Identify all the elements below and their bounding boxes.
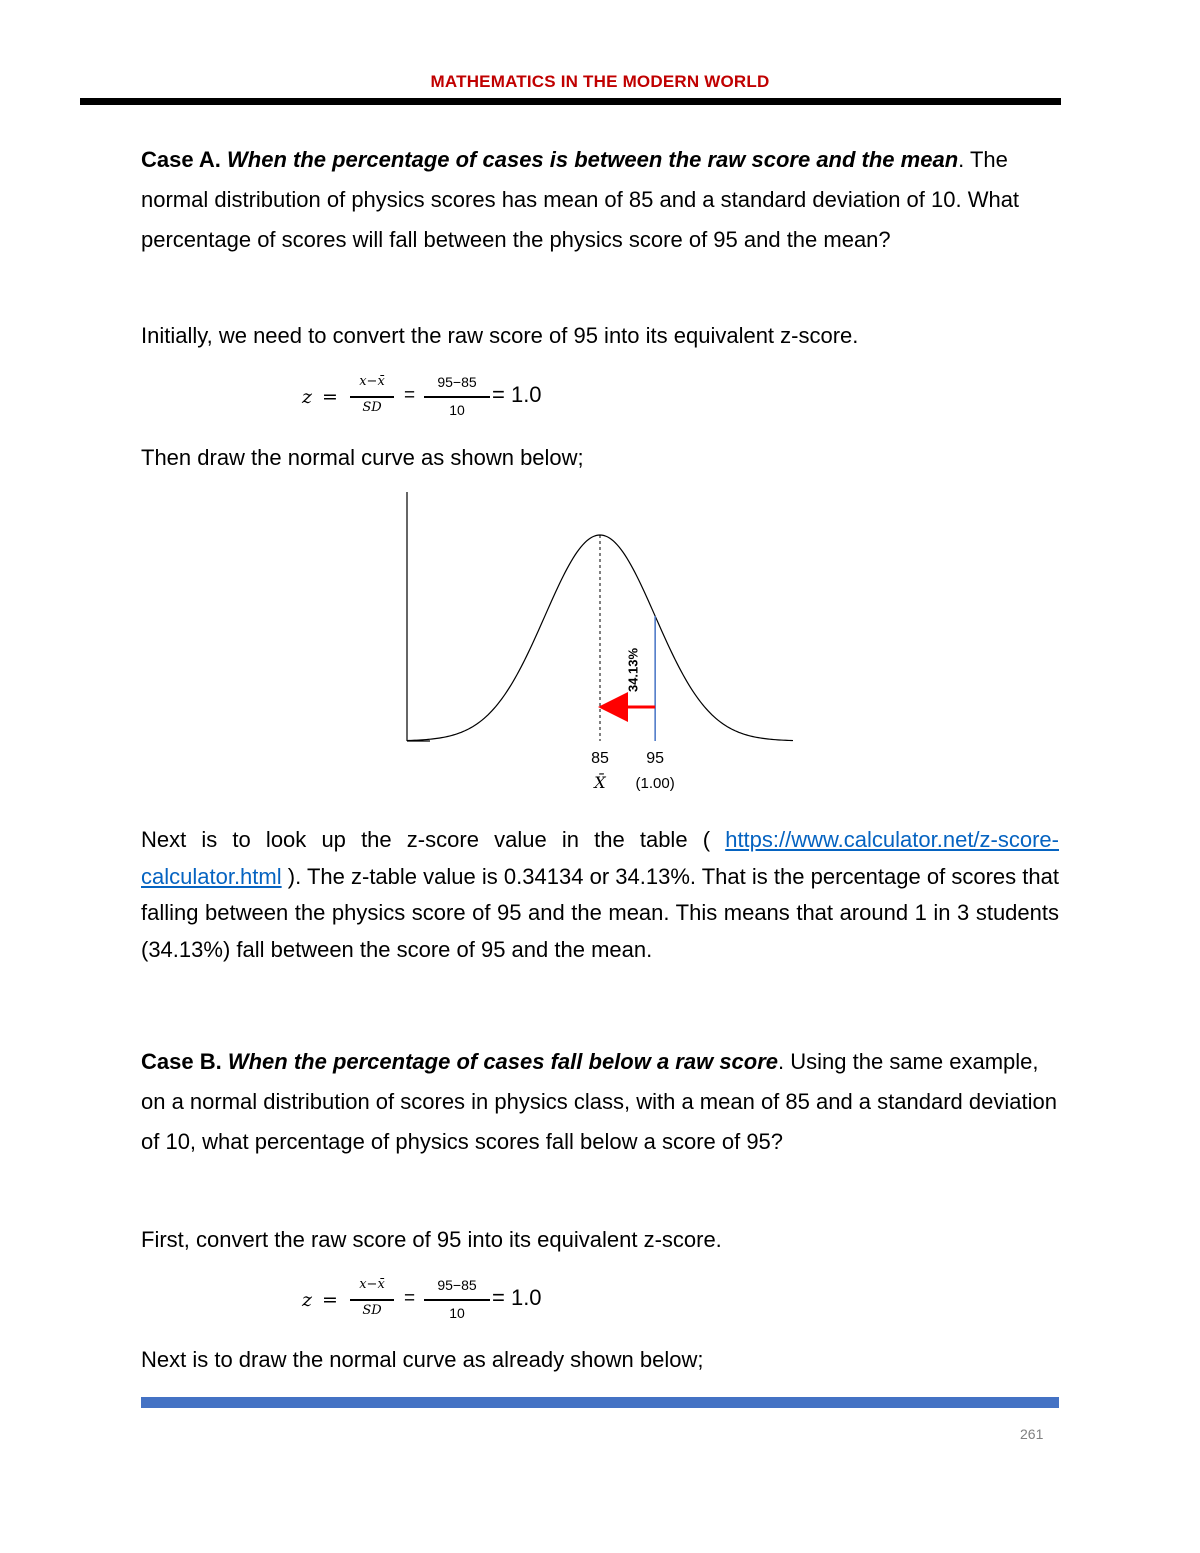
formula-fraction-bar [350, 396, 394, 398]
case-b-step2: Next is to draw the normal curve as already shown below; [141, 1347, 704, 1372]
formula-sub-numerator: 95−85 [437, 374, 477, 390]
header-title: MATHEMATICS IN THE MODERN WORLD [430, 72, 770, 91]
case-b-problem: Using the same example, on a normal distribution of scores in physics class, with a mean of 85 and a standard deviation of 10, what percentage of physics scores fall below a score of 95? [141, 1049, 1057, 1154]
footer-rule [141, 1397, 1059, 1408]
case-a-label: Case A. [141, 147, 221, 172]
case-b-label: Case B. [141, 1049, 222, 1074]
case-a-step1: Initially, we need to convert the raw score of 95 into its equivalent z-score. [141, 323, 859, 348]
case-b-paragraph [141, 1042, 1059, 1162]
formula-result: = 1.0 [492, 382, 542, 407]
formula-sub-fraction-bar [424, 1299, 490, 1301]
area-percent-label: 34.13% [625, 647, 641, 693]
case-a-heading: When the percentage of cases is between the raw score and the mean [227, 147, 959, 172]
calculator-link[interactable]: https://www.calculator.net/z-score-calculator.html [141, 827, 1059, 889]
formula-z: z [302, 1289, 313, 1311]
formula-numerator: x−x̄ [359, 374, 385, 389]
normal-curve-chart [380, 480, 820, 800]
formula-fraction-bar [350, 1299, 394, 1301]
page-number: 261 [1020, 1426, 1044, 1442]
formula-equals: = [322, 1289, 338, 1311]
formula-equals: = [322, 386, 338, 408]
z-value-label: (1.00) [635, 775, 675, 792]
case-b-heading-end: . [778, 1049, 785, 1074]
score-value-label: 95 [646, 750, 665, 767]
formula-denominator: SD [362, 1303, 382, 1318]
formula-sub-denominator: 10 [449, 402, 465, 418]
case-a-step2: Then draw the normal curve as shown below; [141, 445, 584, 470]
formula-numerator: x−x̄ [359, 1277, 385, 1292]
formula-equals-2: = [404, 385, 416, 406]
formula-sub-denominator: 10 [449, 1305, 465, 1321]
formula-sub-fraction-bar [424, 396, 490, 398]
formula-sub-numerator: 95−85 [437, 1277, 477, 1293]
header-rule [80, 98, 1061, 105]
z-formula-a [296, 374, 576, 418]
explain-post: ). The z-table value is 0.34134 or 34.13%. That is the percentage of scores that falling between the physics score of 95 and the mean. This means that around 1 in 3 students (34.13%) fall between the score of 95 and the mean. [141, 863, 1059, 962]
mean-value-label: 85 [591, 750, 609, 767]
case-a-heading-end: . [958, 147, 965, 172]
case-a-problem: The normal distribution of physics scores has mean of 85 and a standard deviation of 10. What percentage of scores will fall between the physics score of 95 and the mean? [141, 147, 1020, 252]
case-a-paragraph [141, 140, 1059, 260]
mean-symbol-label: X̄ [594, 773, 606, 792]
formula-z: z [302, 386, 313, 408]
explain-pre: Next is to look up the z-score value in the table ( [141, 827, 711, 852]
case-b-step1: First, convert the raw score of 95 into its equivalent z-score. [141, 1227, 722, 1252]
case-b-heading: When the percentage of cases fall below a raw score [227, 1049, 779, 1074]
formula-equals-2: = [404, 1288, 416, 1309]
z-formula-b [296, 1277, 576, 1321]
formula-result: = 1.0 [492, 1285, 542, 1310]
case-a-explanation [141, 822, 1059, 968]
formula-denominator: SD [362, 400, 382, 415]
